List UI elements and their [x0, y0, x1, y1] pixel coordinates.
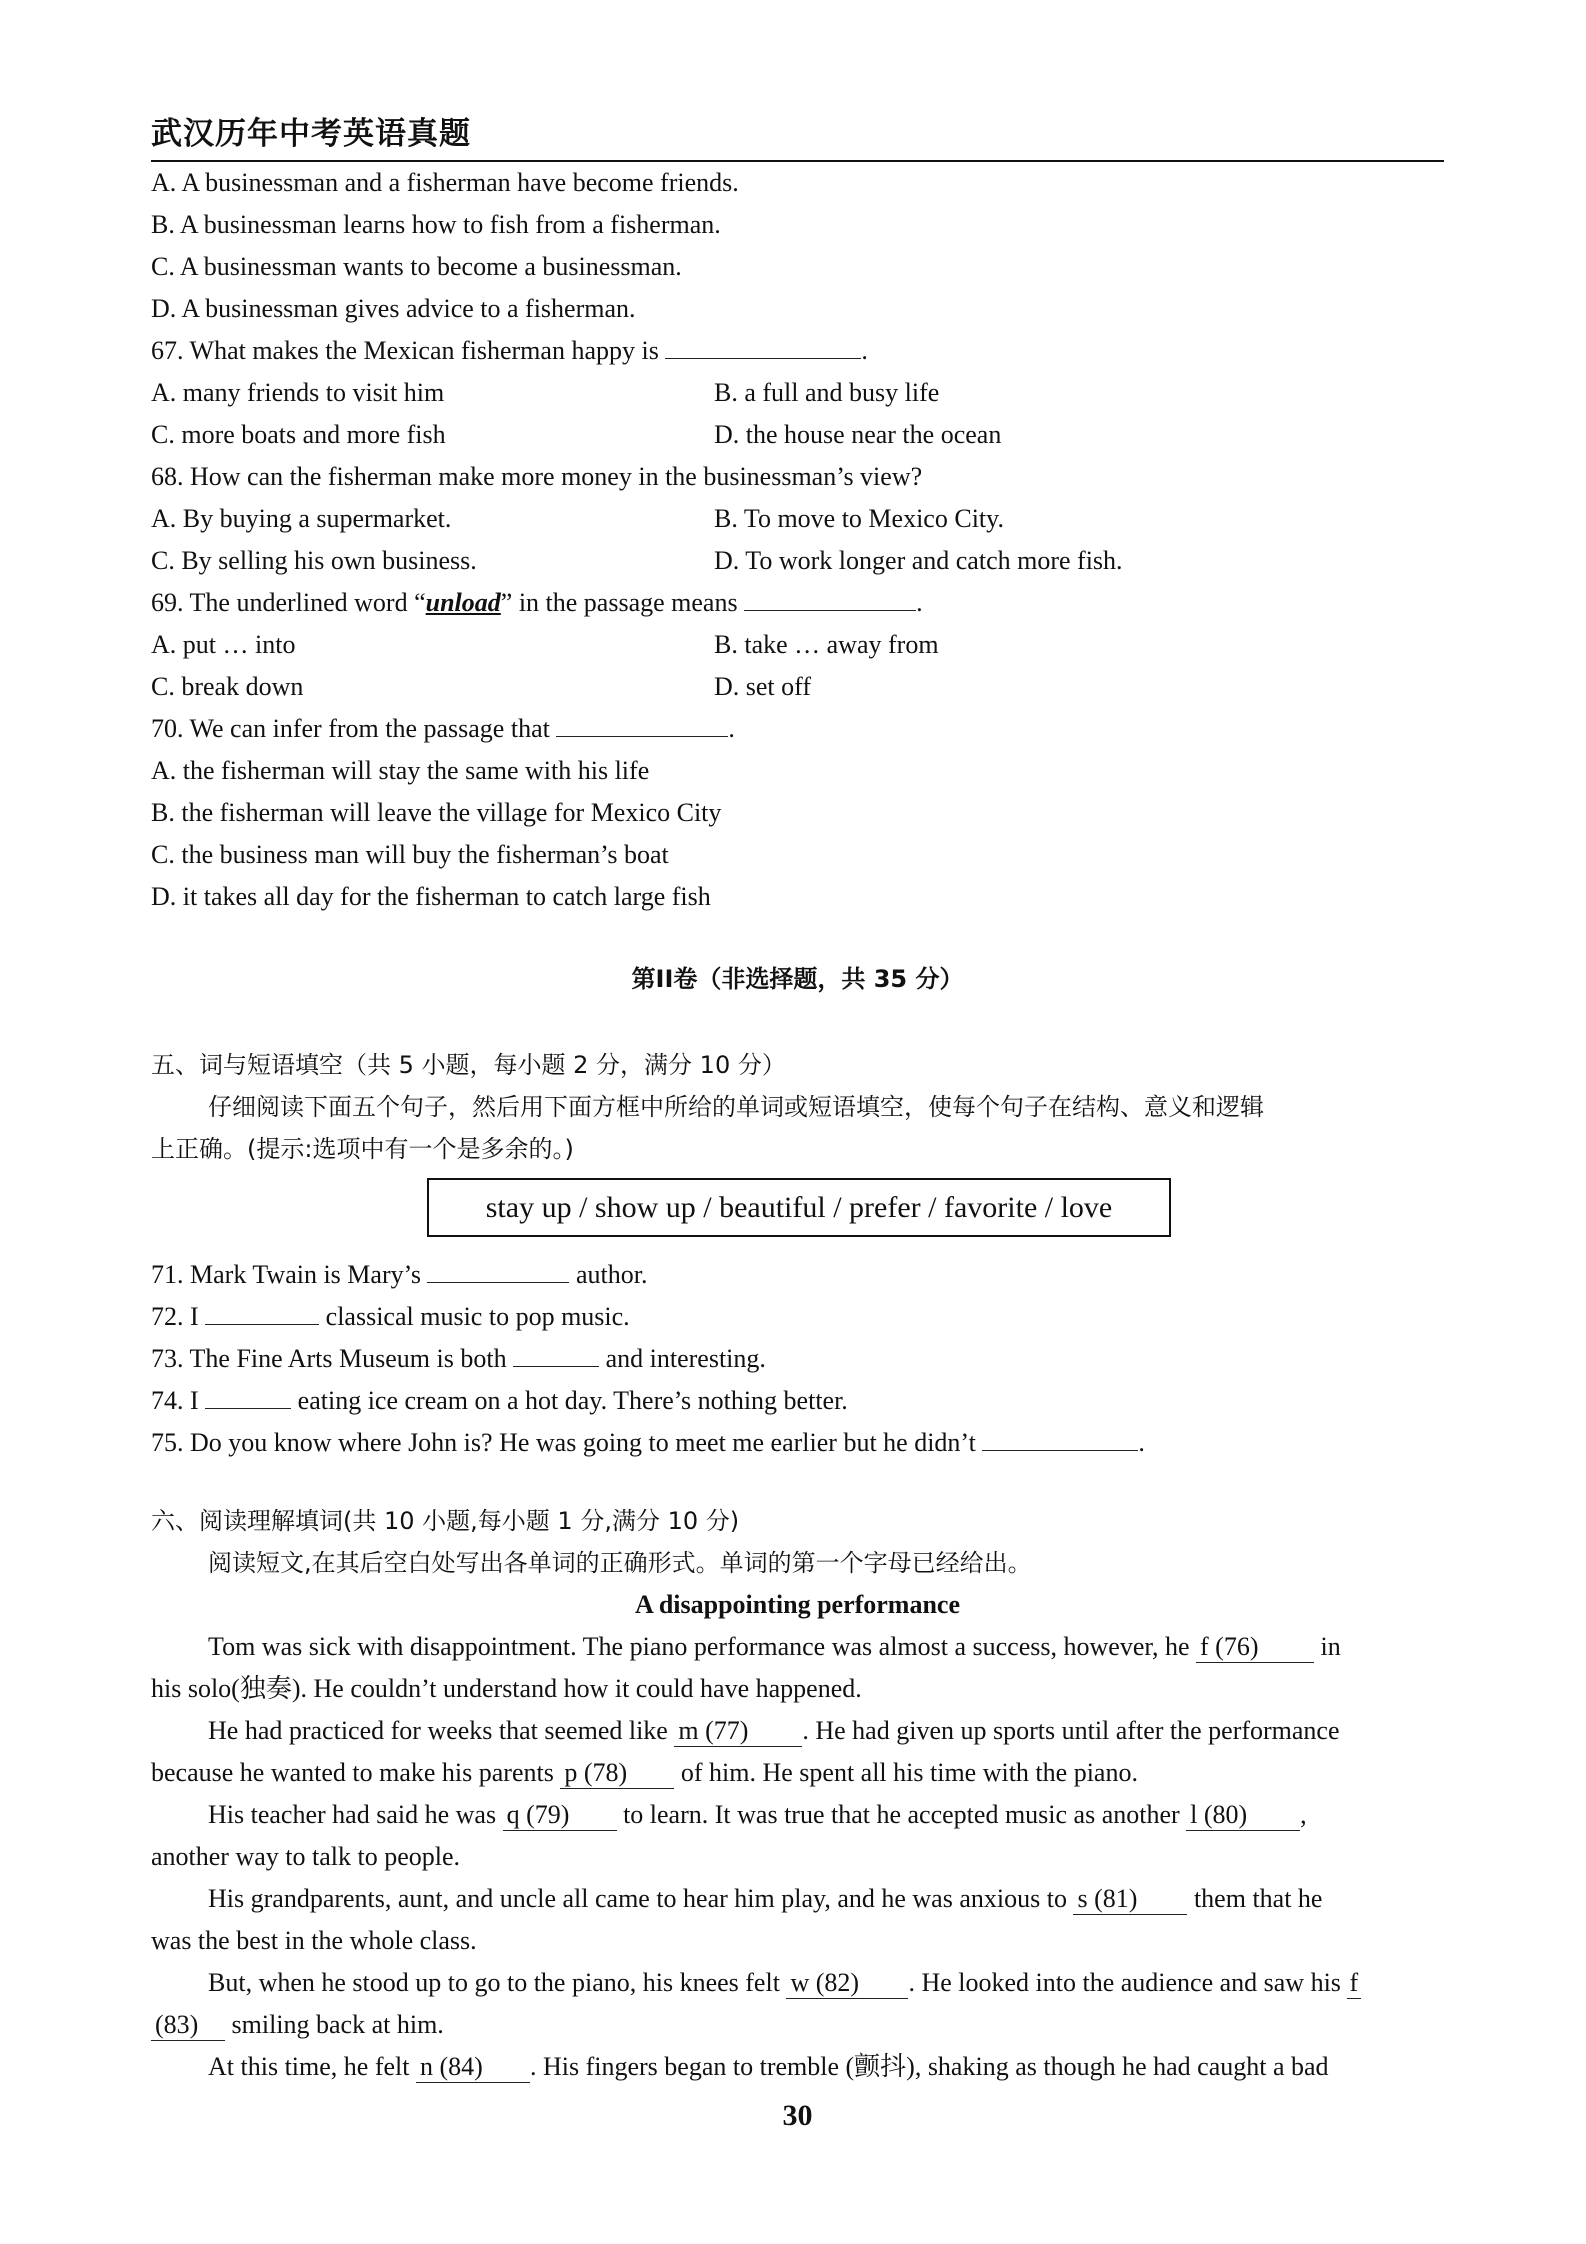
gap-81: s (81) — [1073, 1884, 1187, 1915]
word-bank-box: stay up / show up / beautiful / prefer / favorite / love — [427, 1178, 1171, 1237]
part2-title: 第II卷（非选择题，共 35 分） — [631, 965, 964, 993]
passage-text: smiling back at him. — [231, 2010, 444, 2039]
passage-line: his solo(独奏). He couldn’t understand how it could have happened. — [151, 1674, 862, 1703]
passage-text: in — [1320, 1632, 1341, 1661]
q66-option-a: A. A businessman and a fisherman have become friends. — [151, 168, 739, 197]
q71 — [151, 1258, 647, 1292]
page-number: 30 — [782, 2099, 813, 2132]
q71-pre: 71. Mark Twain is Mary’s — [151, 1260, 421, 1289]
passage-title: A disappointing performance — [634, 1590, 961, 1619]
passage-text: Tom was sick with disappointment. The piano performance was almost a success, however, he — [208, 1632, 1190, 1661]
q69-end: . — [916, 588, 923, 617]
q67-stem-text: 67. What makes the Mexican fisherman happy is — [151, 336, 659, 365]
gap-83: (83) — [151, 2010, 225, 2041]
gap-78: p (78) — [560, 1758, 674, 1789]
q74-pre: 74. I — [151, 1386, 199, 1415]
q66-option-d: D. A businessman gives advice to a fisherman. — [151, 294, 636, 323]
passage-line — [151, 2008, 444, 2042]
q69-option-d: D. set off — [714, 672, 812, 701]
gap-79: q (79) — [503, 1800, 617, 1831]
q68-stem: 68. How can the fisherman make more money in the businessman’s view? — [151, 462, 923, 491]
q67-option-c: C. more boats and more fish — [151, 420, 446, 449]
answer-blank — [744, 586, 916, 611]
q70-option-d: D. it takes all day for the fisherman to catch large fish — [151, 882, 711, 911]
q75 — [151, 1426, 1145, 1460]
passage-text: , — [1300, 1800, 1307, 1829]
q69-option-b: B. take … away from — [714, 630, 939, 659]
passage-text: . His fingers began to tremble (颤抖), shaking as though he had caught a bad — [529, 2052, 1329, 2081]
passage-text: of him. He spent all his time with the piano. — [680, 1758, 1138, 1787]
q72-post: classical music to pop music. — [325, 1302, 630, 1331]
q70-end: . — [728, 714, 735, 743]
q67-option-d: D. the house near the ocean — [714, 420, 1002, 449]
section5-instruction-cont: 上正确。(提示:选项中有一个是多余的。) — [151, 1135, 574, 1163]
q69-stem — [151, 586, 923, 620]
q69-stem-post: ” in the passage means — [500, 588, 738, 617]
answer-blank — [205, 1300, 319, 1325]
passage-text: His grandparents, aunt, and uncle all came to hear him play, and he was anxious to — [208, 1884, 1067, 1913]
passage-line — [151, 1756, 1138, 1790]
answer-blank — [982, 1426, 1138, 1451]
answer-blank — [513, 1342, 599, 1367]
q67-option-a: A. many friends to visit him — [151, 378, 445, 407]
underlined-word: unload — [425, 588, 501, 617]
q67-end: . — [861, 336, 868, 365]
q73-pre: 73. The Fine Arts Museum is both — [151, 1344, 507, 1373]
section6-title: 六、阅读理解填词(共 10 小题,每小题 1 分,满分 10 分) — [151, 1507, 740, 1535]
passage-text: to learn. It was true that he accepted music as another — [623, 1800, 1180, 1829]
gap-84: n (84) — [416, 2052, 530, 2083]
q73-post: and interesting. — [605, 1344, 766, 1373]
q75-post: . — [1138, 1428, 1145, 1457]
answer-blank — [556, 712, 728, 737]
gap-77: m (77) — [674, 1716, 802, 1747]
section5-title: 五、词与短语填空（共 5 小题，每小题 2 分，满分 10 分） — [151, 1051, 786, 1079]
passage-text: At this time, he felt — [208, 2052, 410, 2081]
passage-text: because he wanted to make his parents — [151, 1758, 554, 1787]
q66-option-b: B. A businessman learns how to fish from a fisherman. — [151, 210, 721, 239]
header-rule — [151, 160, 1444, 162]
page-header — [151, 112, 1444, 156]
q68-option-a: A. By buying a supermarket. — [151, 504, 452, 533]
section6-instruction: 阅读短文,在其后空白处写出各单词的正确形式。单词的第一个字母已经给出。 — [208, 1549, 1032, 1577]
passage-text: . He looked into the audience and saw his — [908, 1968, 1341, 1997]
gap-82: w (82) — [786, 1968, 908, 1999]
q70-option-a: A. the fisherman will stay the same with his life — [151, 756, 650, 785]
q70-stem — [151, 712, 735, 746]
answer-blank — [665, 334, 861, 359]
passage-line: another way to talk to people. — [151, 1842, 461, 1871]
answer-blank — [427, 1258, 569, 1283]
passage-text: He had practiced for weeks that seemed like — [208, 1716, 668, 1745]
q68-option-c: C. By selling his own business. — [151, 546, 477, 575]
q70-option-c: C. the business man will buy the fisherman’s boat — [151, 840, 669, 869]
q73 — [151, 1342, 766, 1376]
passage-text: His teacher had said he was — [208, 1800, 497, 1829]
q71-post: author. — [575, 1260, 648, 1289]
passage-line — [208, 1798, 1307, 1832]
q66-option-c: C. A businessman wants to become a businessman. — [151, 252, 682, 281]
gap-80: l (80) — [1186, 1800, 1300, 1831]
passage-text: . He had given up sports until after the performance — [802, 1716, 1340, 1745]
passage-line — [208, 1966, 1361, 2000]
q70-stem-text: 70. We can infer from the passage that — [151, 714, 550, 743]
q74 — [151, 1384, 848, 1418]
q68-option-d: D. To work longer and catch more fish. — [714, 546, 1123, 575]
q69-stem-pre: 69. The underlined word “ — [151, 588, 426, 617]
q72 — [151, 1300, 630, 1334]
q70-option-b: B. the fisherman will leave the village for Mexico City — [151, 798, 722, 827]
passage-line — [208, 1714, 1340, 1748]
q69-option-a: A. put … into — [151, 630, 296, 659]
passage-line — [208, 1630, 1341, 1664]
passage-line — [208, 1882, 1322, 1916]
q74-post: eating ice cream on a hot day. There’s nothing better. — [297, 1386, 848, 1415]
header-title: 武汉历年中考英语真题 — [151, 116, 471, 152]
q69-option-c: C. break down — [151, 672, 304, 701]
passage-line — [208, 2050, 1329, 2084]
passage-text: them that he — [1193, 1884, 1323, 1913]
q75-pre: 75. Do you know where John is? He was going to meet me earlier but he didn’t — [151, 1428, 976, 1457]
passage-line: was the best in the whole class. — [151, 1926, 477, 1955]
q67-option-b: B. a full and busy life — [714, 378, 940, 407]
q67-stem — [151, 334, 868, 368]
section5-instruction: 仔细阅读下面五个句子，然后用下面方框中所给的单词或短语填空，使每个句子在结构、意义和逻辑 — [208, 1093, 1264, 1121]
answer-blank — [205, 1384, 291, 1409]
gap-76: f (76) — [1196, 1632, 1314, 1663]
gap-83-start: f — [1347, 1968, 1361, 1999]
q68-option-b: B. To move to Mexico City. — [714, 504, 1004, 533]
passage-text: But, when he stood up to go to the piano, his knees felt — [208, 1968, 780, 1997]
q72-pre: 72. I — [151, 1302, 199, 1331]
